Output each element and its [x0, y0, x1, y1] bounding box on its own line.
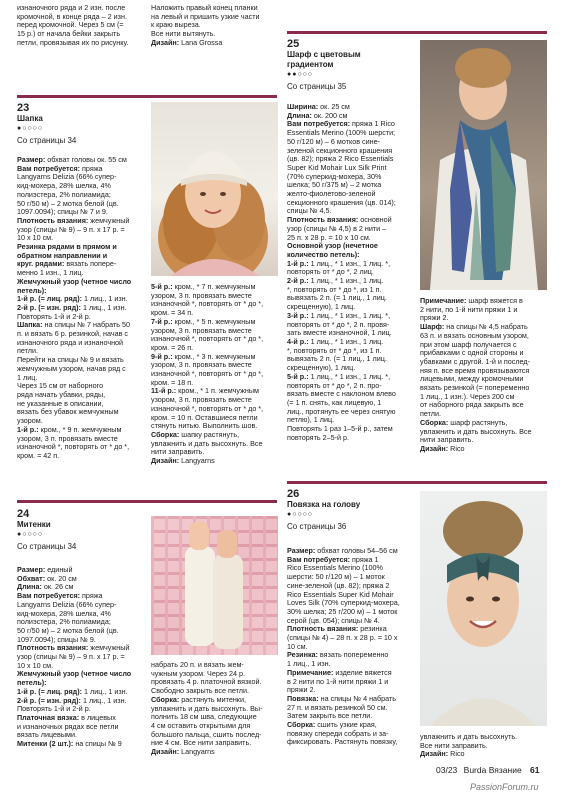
pattern-number: 26: [287, 488, 300, 500]
paragraph-text: пряжа 1 Rico Essentials Merino (100% шерсти: 50 г/120 м) – 1 моток сине-зеленой (цв. 82); пряжа 2 Rico Essentials Super Kid Mohair Loves Silk (70% суперкид-мохера, 30% шелка; 25 г/200 м) – 1 моток серой (цв. 054); спицы № 4.: [287, 554, 400, 625]
paragraph-heading: Длина:: [287, 110, 312, 120]
paragraph: [17, 217, 147, 243]
paragraph-text: Rico: [448, 749, 465, 759]
paragraph-text: ок. 200 см: [311, 110, 348, 120]
pattern-23-text-col1: [17, 156, 147, 461]
paragraph-text: обхват головы 54–56 см: [315, 546, 398, 555]
paragraph-heading: Вам потребуется:: [287, 119, 351, 129]
paragraph-text: на спицы № 7 набрать 50 п. и вязать 6 р. резинкой, начав с изнаночного ряда и изнаночной петли.: [17, 320, 130, 356]
paragraph-heading: Основной узор (нечетное количество петель):: [287, 241, 378, 259]
paragraph-heading: Плотность вязания:: [287, 215, 359, 225]
paragraph-text: 1 лиц., 1 изн. Повторять 1-й и 2-й р.: [17, 695, 127, 714]
paragraph-heading: Плотность вязания:: [17, 643, 89, 653]
paragraph-text: кром., * 9 п. жемчужным узором, 3 п. провязать вместе изнаночной *, повторять от * до *, кром. = 42 п.: [17, 424, 130, 460]
paragraph: [287, 669, 417, 695]
paragraph-heading: Жемчужный узор (четное число петель):: [17, 669, 132, 688]
headband-model-photo: [420, 491, 547, 726]
paragraph-heading: Резинка:: [287, 650, 318, 660]
paragraph-heading: Дизайн:: [420, 749, 449, 759]
paragraph-text: ок. 25 см: [318, 102, 350, 111]
paragraph: [287, 695, 417, 721]
difficulty-rating: ●○○○○: [17, 531, 44, 538]
source-page: Со страницы 35: [287, 82, 347, 91]
paragraph: [151, 353, 279, 388]
pattern-25-photo: [420, 40, 547, 290]
paragraph-heading: 3-й р.:: [287, 310, 309, 320]
pattern-number: 23: [17, 102, 30, 114]
paragraph-heading: Плотность вязания:: [287, 624, 359, 634]
pattern-26-text-col2: [420, 733, 547, 759]
paragraph-heading: Вам потребуется:: [17, 591, 81, 601]
paragraph-heading: Размер:: [17, 565, 46, 574]
paragraph-text: кром., * 7 п. жемчужным узором, 3 п. провязать вместе изнаночной *, повторять от * до *, кром. = 34 п.: [151, 282, 264, 318]
paragraph: [420, 419, 547, 445]
paragraph-heading: Шапка:: [17, 320, 43, 330]
continued-text-left: изнаночного ряда и 2 изн. после кромочной, в конце ряда – 2 изн. перед кромочной. Через 5 см (= 15 р.) от начала бейки закрыть петли, провязывая их по рисунку.: [17, 3, 129, 47]
paragraph-heading: Плотность вязания:: [17, 215, 89, 225]
paragraph: [17, 382, 147, 426]
paragraph-heading: 1-й р. (= лиц. ряд):: [17, 686, 83, 696]
paragraph-text: 1 лиц., * 1 изн., 1 лиц. *, повторять от * до *, из 1 п. вывязать 2 п. (= 1 лиц., 1 лиц. скрещенную), 1 лиц.: [287, 276, 387, 312]
paragraph: [420, 323, 547, 419]
paragraph-text: кром., * 3 п. жемчужным узором, 3 п. провязать вместе изнаночной *, повторять от * до *, кром. = 18 п.: [151, 351, 264, 387]
pattern-title: Шарф с цветовым градиентом: [287, 50, 361, 69]
difficulty-rating: ●○○○○: [17, 125, 44, 132]
paragraph-text: пряжа 1 Rico Essentials Merino (100% шерсти; 50 г/120 м) – 6 мотков сине- зеленой секционного крашения (цв. 82); пряжа 2 Rico Essentials Super Kid Mohair Lux Silk Print (70% суперкид-мохера, 30% шелка; 50 г/375 м) – 2 мотка желто-фиолетово-зеленой секционного крашения (цв. 014); спицы № 4,5.: [287, 119, 396, 216]
paragraph-text: Langyarns: [179, 747, 215, 757]
hat-model-photo: [151, 102, 278, 276]
paragraph-text: 1 лиц., * 1 изн., 1 лиц. *, повторять от * до *, 2 лиц.: [287, 258, 391, 277]
pattern-26-text-col1: [287, 547, 417, 747]
paragraph: [17, 304, 147, 321]
paragraph: [17, 592, 147, 644]
paragraph-text: шарф вяжется в 2 нити, по 1-й нити пряжи 1 и пряжи 2.: [420, 296, 523, 323]
designer-label: Дизайн:: [151, 37, 180, 47]
paragraph: [287, 425, 417, 442]
pattern-number: 24: [17, 508, 30, 520]
section-divider: [17, 500, 277, 503]
paragraph-heading: 11-й р.:: [151, 386, 177, 396]
pattern-23-header: [17, 102, 76, 146]
paragraph: [151, 661, 281, 696]
paragraph-heading: Вам потребуется:: [287, 554, 351, 564]
paragraph-text: на спицы № 4 набрать 27 п. и вязать резинкой 50 см. Затем закрыть все петли.: [287, 693, 397, 721]
paragraph: [151, 283, 279, 318]
paragraph: [287, 651, 417, 668]
paragraph: [287, 216, 417, 242]
paragraph: [17, 644, 147, 670]
paragraph: [17, 670, 147, 687]
paragraph-text: растянуть митенки, увлажнить и дать высохнуть. Вы- полнить 18 см шва, следующие 4 см оставить открытыми для большого пальца, сшить послед- ние 4 см. Все нити заправить.: [151, 694, 263, 748]
paragraph: [287, 277, 417, 312]
pattern-26-photo: [420, 491, 547, 726]
source-page: Со страницы 34: [17, 542, 77, 551]
paragraph-heading: Ширина:: [287, 102, 319, 111]
paragraph: [420, 297, 547, 323]
paragraph-heading: 2-й р.:: [287, 276, 309, 286]
paragraph: [17, 426, 147, 461]
paragraph-heading: 5-й р.:: [287, 371, 309, 381]
designer-name: Lana Grossa: [181, 37, 223, 47]
paragraph-heading: Сборка:: [151, 694, 180, 704]
paragraph-heading: Размер:: [17, 155, 46, 164]
paragraph-text: резинка (спицы № 4) – 28 п. х 28 р. = 10 х 10 см.: [287, 624, 398, 651]
paragraph: [17, 697, 147, 714]
pattern-title: Шапка: [17, 114, 43, 123]
pattern-24-header: [17, 508, 76, 552]
paragraph: [17, 278, 147, 295]
paragraph-text: Через 15 см от наборного ряда начать убавки, ряды, не указанные в описании, вязать без убавок жемчужным узором.: [17, 381, 119, 426]
paragraph-text: на спицы № 4,5 набрать 63 п. и вязать основным узором, при этом шарф получается с прибавками с одной стороны и убавками с другой. 1-й и послед- няя п. все время провязываются лицевыми, между кромочными вязать резинкой (= попеременно 1 лиц., 1 изн.). Через 200 см от наборного ряда закрыть все петли.: [420, 322, 530, 419]
paragraph-text: изделие вяжется в 2 нити по 1-й нити пряжи 1 и пряжи 2.: [287, 667, 392, 695]
paragraph-heading: Платочная вязка:: [17, 712, 80, 722]
watermark: PassionForum.ru: [470, 782, 539, 792]
paragraph-text: пряжа Langyarns Delizia (66% супер- кид-мохера, 28% шелка, 4% полиэстера, 2% полиамида; 50 г/50 м) – 2 мотка белой (цв. 1097.0094); спицы № 9.: [17, 591, 119, 644]
paragraph-text: шапку растянуть, увлажнить и дать высохнуть. Все нити заправить.: [151, 429, 263, 457]
paragraph-heading: Сборка:: [287, 720, 316, 730]
paragraph-text: Перейти на спицы № 9 и вязать жемчужным узором, начав ряд с 1 лиц.: [17, 355, 126, 382]
pattern-26-header: [287, 488, 360, 532]
paragraph-heading: Сборка:: [420, 417, 449, 427]
paragraph-text: сшить узкие края, повязку спереди собрать и за- фиксировать. Растянуть повязку,: [287, 720, 398, 747]
paragraph-heading: Сборка:: [151, 429, 180, 439]
paragraph: [17, 321, 147, 356]
section-divider: [287, 31, 547, 34]
paragraph: [287, 373, 417, 425]
paragraph-text: Rico: [448, 443, 465, 453]
paragraph-heading: Примечание:: [287, 667, 334, 677]
paragraph-text: пряжа Langyarns Delizia (66% супер- кид-мохера, 28% шелка, 4% полиэстера, 2% полиамида; 50 г/50 м) – 2 мотка белой (цв. 1097.0094); спицы № 7 и 9.: [17, 163, 119, 217]
paragraph: [17, 243, 147, 278]
pattern-25-text-col1: [287, 103, 417, 442]
paragraph-text: в лицевых и изнаночных рядах все петли вязать лицевыми.: [17, 712, 119, 740]
paragraph-heading: Повязка:: [287, 693, 319, 703]
paragraph-heading: Обхват:: [17, 573, 46, 583]
pattern-number: 25: [287, 38, 300, 50]
paragraph-heading: 1-й р. (= лиц. ряд):: [17, 294, 83, 304]
mittens-model-photo: [151, 516, 278, 655]
pattern-title: Повязка на голову: [287, 500, 361, 509]
pattern-24-text-col1: [17, 566, 147, 749]
scarf-model-photo: [420, 40, 547, 290]
pattern-23-text-col2: [151, 283, 279, 466]
paragraph-text: обхват головы ок. 55 см: [45, 155, 127, 164]
page-footer: [436, 765, 540, 776]
difficulty-rating: ●●○○○: [287, 71, 314, 78]
section-divider: [17, 95, 277, 98]
paragraph-text: 1 лиц., * 1 изн., 1 лиц. *, повторять от * до *, 2 п. провя- зать вместе изнаночной, 1 лиц.: [287, 310, 392, 338]
paragraph-text: Langyarns: [179, 456, 215, 466]
paragraph-heading: Шарф:: [420, 322, 445, 332]
paragraph: [151, 431, 279, 457]
paragraph: [420, 733, 547, 750]
paragraph: [151, 748, 281, 757]
section-divider: [287, 481, 547, 484]
paragraph-text: набрать 20 п. и вязать жем- чужным узором. Через 24 р. провязать 4 р. платочной вязкой. Свободно закрыть все петли.: [151, 660, 262, 696]
paragraph-heading: Длина:: [17, 582, 42, 592]
paragraph-heading: Жемчужный узор (четное число петель):: [17, 276, 132, 295]
paragraph-heading: Дизайн:: [151, 747, 180, 757]
pattern-24-text-col2: [151, 661, 281, 757]
paragraph: [287, 338, 417, 373]
paragraph-heading: Размер:: [287, 546, 316, 555]
pattern-23-photo: [151, 102, 278, 276]
paragraph-text: ок. 20 см: [45, 573, 77, 583]
continued-text-body: Наложить правый конец планки на левый и пришить узкие части к краю выреза. Все нити вытянуть.: [151, 3, 260, 39]
pattern-25-text-col2: [420, 297, 547, 454]
paragraph: [151, 318, 279, 353]
paragraph-text: 1 лиц., 1 изн. Повторять 1-й и 2-й р.: [17, 302, 127, 321]
paragraph: [287, 312, 417, 338]
paragraph: [420, 750, 547, 759]
source-page: Со страницы 34: [17, 136, 77, 145]
paragraph-text: 1 лиц., * 1 изн., 1 лиц. *, повторять от * до *, из 1 п. вывязать 2 п. (= 1 лиц., 1 лиц. скрещенную), 1 лиц.: [287, 336, 387, 373]
paragraph: [151, 457, 279, 466]
paragraph: [420, 445, 547, 454]
paragraph-heading: Примечание:: [420, 296, 467, 305]
paragraph: [17, 356, 147, 382]
paragraph-heading: Дизайн:: [420, 443, 449, 453]
paragraph-heading: 9-й р.:: [151, 351, 173, 361]
pattern-24-photo: [151, 516, 278, 655]
paragraph: [17, 165, 147, 217]
paragraph: [287, 721, 417, 747]
paragraph: [17, 714, 147, 740]
paragraph-heading: 7-й р.:: [151, 316, 173, 326]
paragraph-text: 1 лиц., * 1 изн., 1 лиц. *, повторять от * до *, 2 п. про- вязать вместе с наклоном влево (= 1 п. снять, как лицевую, 1 лиц., протянуть ее через снятую петлю), 1 лиц.: [287, 371, 396, 425]
paragraph-text: основной узор (спицы № 4,5) в 2 нити – 25 п. х 28 р. = 10 х 10 см.: [287, 215, 392, 242]
paragraph-text: 1 лиц., 1 изн.: [82, 294, 128, 304]
source-page: Со страницы 36: [287, 522, 347, 531]
paragraph-text: единый: [45, 565, 73, 574]
paragraph-heading: 2-й р. (= изн. ряд):: [17, 695, 81, 705]
issue-number: 03/23: [436, 765, 458, 775]
paragraph: [287, 242, 417, 259]
paragraph-heading: 4-й р.:: [287, 336, 309, 346]
paragraph-heading: 5-й р.:: [151, 282, 173, 291]
paragraph-text: жемчужный узор (спицы № 9) – 9 п. х 17 р. = 10 х 10 см.: [17, 215, 130, 243]
paragraph: [151, 696, 281, 748]
paragraph-heading: Вам потребуется:: [17, 163, 81, 173]
paragraph-text: шарф растянуть, увлажнить и дать высохнуть. Все нити заправить.: [420, 417, 532, 445]
paragraph-text: Повторять 1 раз 1–5-й р., затем повторять 2–5-й р.: [287, 424, 393, 442]
paragraph-text: на спицы № 9: [73, 739, 122, 749]
paragraph-text: кром., * 5 п. жемчужным узором, 3 п. провязать вместе изнаночной *, повторять от * до *, кром. = 26 п.: [151, 316, 264, 352]
page-number: 61: [530, 765, 540, 775]
paragraph-heading: Дизайн:: [151, 456, 180, 466]
paragraph: [287, 625, 417, 651]
paragraph: [151, 387, 279, 431]
paragraph-text: вязать попеременно 1 лиц., 1 изн.: [287, 650, 389, 669]
paragraph-text: жемчужный узор (спицы № 9) – 9 п. х 17 р. = 10 х 10 см.: [17, 643, 130, 670]
paragraph: [17, 740, 147, 749]
paragraph-heading: 1-й р.:: [17, 424, 39, 434]
paragraph-text: увлажнить и дать высохнуть. Все нити заправить.: [420, 732, 518, 750]
paragraph-heading: Митенки (2 шт.):: [17, 739, 74, 749]
continued-text-right: [151, 4, 281, 48]
paragraph-text: кром., * 1 п. жемчужным узором, 3 п. провязать вместе изнаночной *, повторять от * до *, кром. = 10 п. Оставшиеся петли стянуть нитью. Выполнить шов.: [151, 386, 264, 431]
paragraph-text: ок. 26 см: [41, 582, 74, 592]
paragraph-heading: 2-й р. (= изн. ряд):: [17, 302, 81, 312]
paragraph-text: вязать попере- менно 1 изн., 1 лиц.: [17, 259, 117, 278]
paragraph: [287, 260, 417, 277]
paragraph-heading: 1-й р.:: [287, 258, 309, 268]
pattern-25-header: [287, 38, 361, 92]
paragraph-text: 1 лиц., 1 изн.: [82, 686, 128, 696]
paragraph: [287, 556, 417, 626]
difficulty-rating: ●○○○○: [287, 511, 314, 518]
paragraph: [287, 120, 417, 216]
paragraph-heading: Резинка рядами в прямом и обратном направлении и круг. рядами:: [17, 242, 117, 269]
pattern-title: Митенки: [17, 520, 51, 529]
magazine-title: Burda Вязание: [463, 765, 522, 775]
